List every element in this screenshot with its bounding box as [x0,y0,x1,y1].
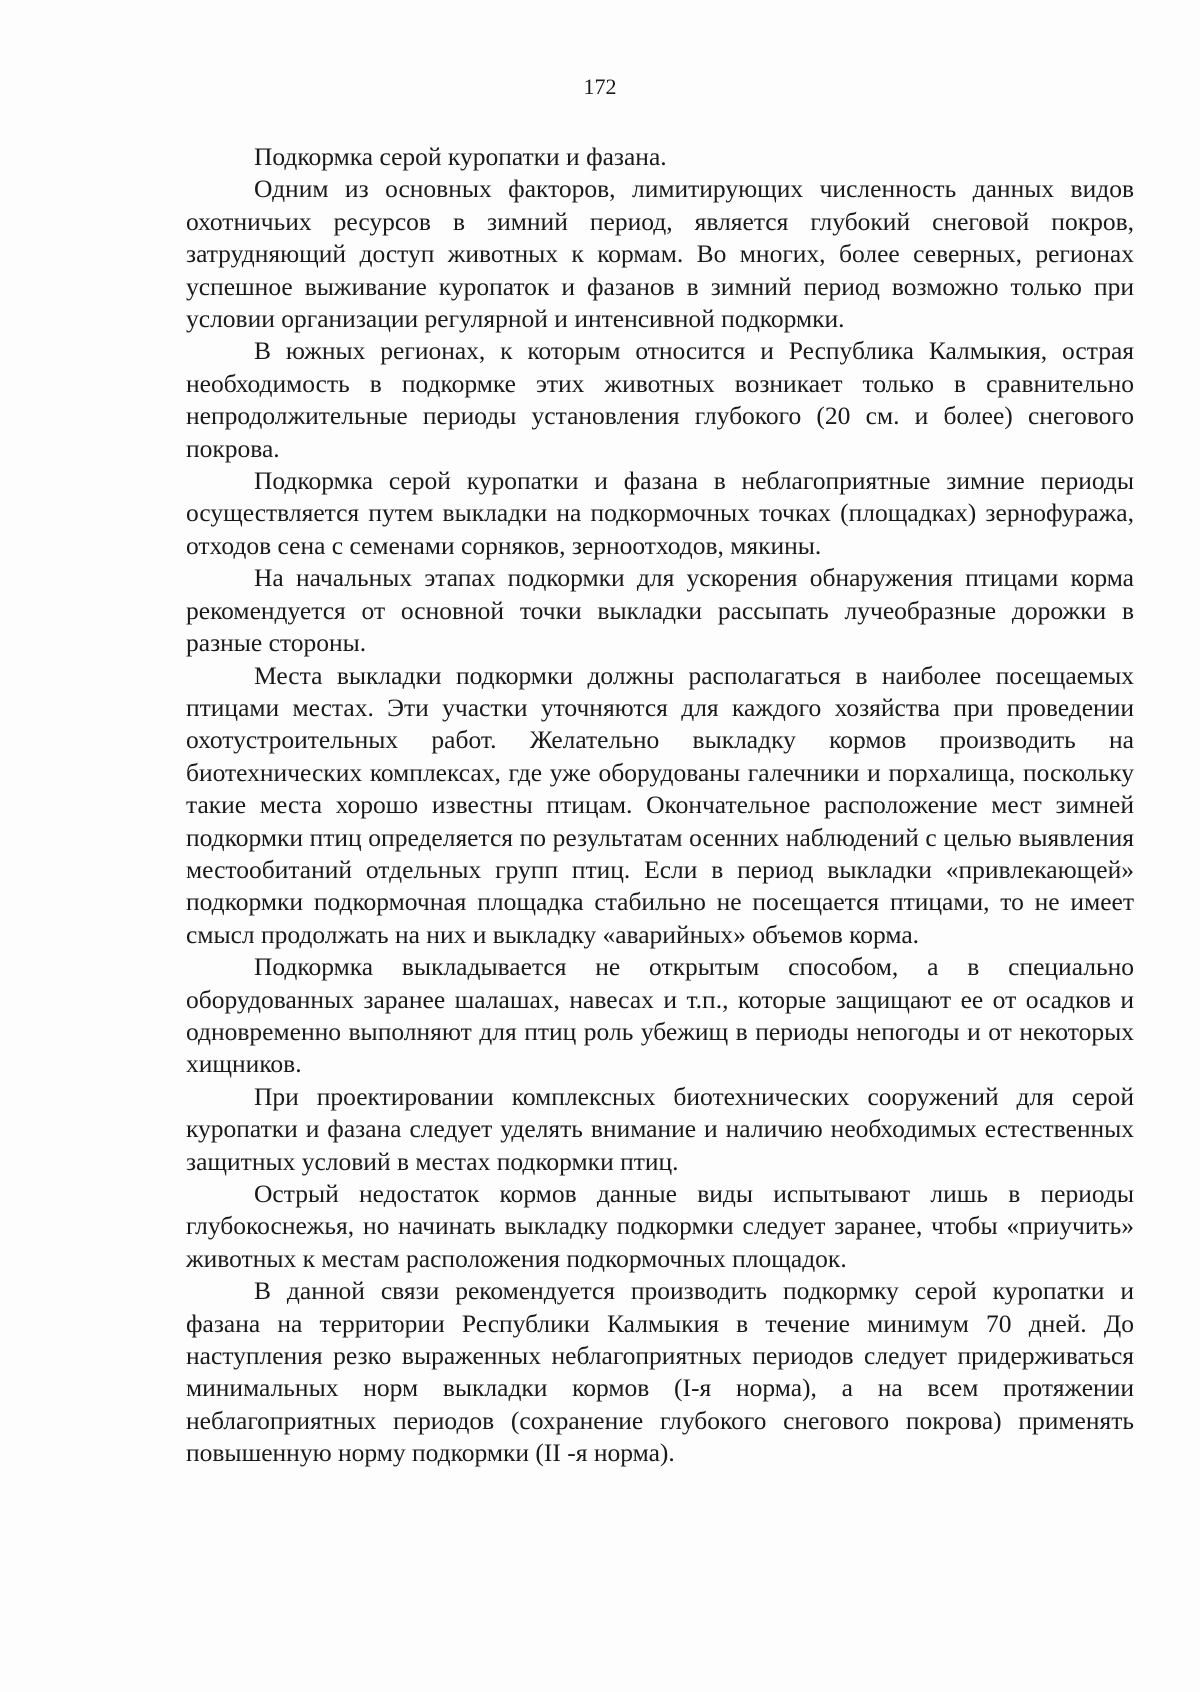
paragraph: На начальных этапах подкормки для ускорения обнаружения птицами корма рекомендуется от основной точки выкладки рассыпать лучеобразные дорожки в разные стороны. [186,563,1134,658]
paragraph: В южных регионах, к которым относится и Республика Калмыкия, острая необходимость в подкормке этих животных возникает только в сравнительно непродолжительные периоды установления глубокого (20 см. и более) снегового покрова. [186,336,1134,463]
paragraph: Места выкладки подкормки должны располагаться в наиболее посещаемых птицами местах. Эти участки уточняются для каждого хозяйства при проведении охотустроительных работ. Желательно выкладку кормов производить на биотехнических комплексах, где уже оборудованы галечники и порхалища, поскольку такие места хорошо известны птицам. Окончательное расположение мест зимней подкормки птиц определяется по результатам осенних наблюдений с целью выявления местообитаний отдельных групп птиц. Если в период выкладки «привлекающей» подкормки подкормочная площадка стабильно не посещается птицами, то не имеет смысл продолжать на них и выкладку «аварийных» объемов корма. [186,660,1134,949]
paragraph: Одним из основных факторов, лимитирующих численность данных видов охотничьих ресурсов в зимний период, является глубокий снеговой покров, затрудняющий доступ животных к кормам. Во многих, более северных, регионах успешное выживание куропаток и фазанов в зимний период возможно только при условии организации регулярной и интенсивной подкормки. [186,174,1134,334]
paragraph: Подкормка серой куропатки и фазана в неблагоприятные зимние периоды осуществляется путем выкладки на подкормочных точках (площадках) зернофуража, отходов сена с семенами сорняков, зерноотходов, мякины. [186,466,1134,560]
section-heading: Подкормка серой куропатки и фазана. [254,142,667,171]
paragraph: Подкормка выкладывается не открытым способом, а в специально оборудованных заранее шалашах, навесах и т.п., которые защищают ее от осадков и одновременно выполняют для птиц роль убежищ в периоды непогоды и от некоторых хищников. [186,952,1134,1079]
paragraph: При проектировании комплексных биотехнических сооружений для серой куропатки и фазана следует уделять внимание и наличию необходимых естественных защитных условий в местах подкормки птиц. [186,1081,1134,1176]
page-number: 172 [583,74,617,99]
paragraph: В данной связи рекомендуется производить подкормку серой куропатки и фазана на территории Республики Калмыкия в течение минимум 70 дней. До наступления резко выраженных неблагоприятных периодов следует придерживаться минимальных норм выкладки кормов (I-я норма), а на всем протяжении неблагоприятных периодов (сохранение глубокого снегового покрова) применять повышенную норму подкормки (II -я норма). [186,1276,1134,1468]
paragraph: Острый недостаток кормов данные виды испытывают лишь в периоды глубокоснежья, но начинать выкладку подкормки следует заранее, чтобы «приучить» животных к местам расположения подкормочных площадок. [186,1179,1134,1273]
body-text [186,141,1134,1470]
